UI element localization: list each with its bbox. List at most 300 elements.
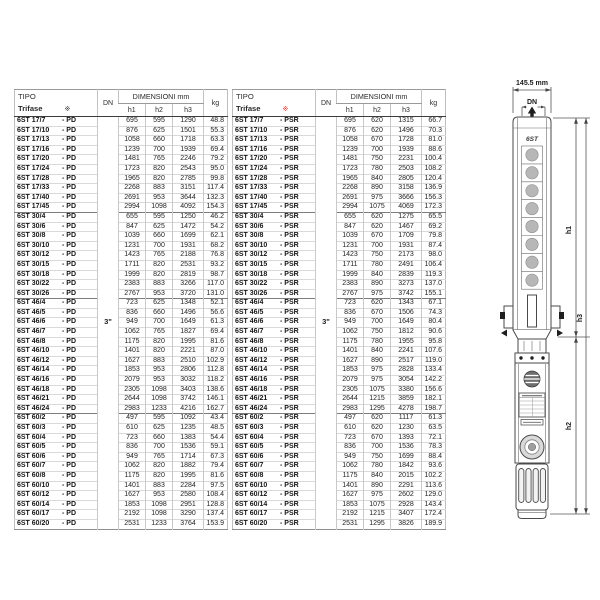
- pump-model-cell: 6ST 30/12 - PSR: [233, 251, 316, 261]
- h3-value-cell: 1348: [173, 299, 204, 309]
- h3-value-cell: 4216: [173, 404, 204, 414]
- table-row: [233, 174, 446, 184]
- h1-value-cell: 1711: [337, 260, 364, 270]
- h1-value-cell: 610: [119, 424, 146, 434]
- table-row: [15, 174, 228, 184]
- table-row: [233, 366, 446, 376]
- h1-value-cell: 876: [119, 126, 146, 136]
- kg-value-cell: 138.6: [204, 385, 228, 395]
- pump-model-cell: 6ST 17/45 - PSR: [233, 203, 316, 213]
- h2-value-cell: 780: [364, 164, 391, 174]
- h1-value-cell: 1423: [119, 251, 146, 261]
- h2-value-cell: 953: [146, 366, 173, 376]
- table-row: [233, 260, 446, 270]
- kg-value-cell: 137.4: [204, 510, 228, 520]
- pump-model-cell: 6ST 17/13 - PD: [15, 136, 98, 146]
- table-row: [233, 462, 446, 472]
- h3-value-cell: 2015: [391, 471, 422, 481]
- h3-value-cell: 1383: [173, 433, 204, 443]
- h2-value-cell: 700: [364, 318, 391, 328]
- h2-value-cell: 820: [146, 270, 173, 280]
- h2-value-cell: 620: [364, 299, 391, 309]
- pump-model-cell: 6ST 46/8 - PD: [15, 337, 98, 347]
- h1-value-cell: 1062: [337, 328, 364, 338]
- h3-value-cell: 1275: [391, 212, 422, 222]
- table-row: [233, 241, 446, 251]
- h2-value-cell: 840: [364, 174, 391, 184]
- h1-value-cell: 1423: [337, 251, 364, 261]
- pump-model-cell: 6ST 46/6 - PSR: [233, 318, 316, 328]
- kg-value-cell: 81.0: [422, 136, 446, 146]
- kg-value-cell: 54.2: [204, 222, 228, 232]
- table-row: [15, 471, 228, 481]
- discharge-arrow-icon: [528, 107, 536, 119]
- table-row: [15, 491, 228, 501]
- pump-model-cell: 6ST 30/18 - PD: [15, 270, 98, 280]
- h3-value-cell: 2928: [391, 500, 422, 510]
- pump-model-cell: 6ST 30/15 - PD: [15, 260, 98, 270]
- h1-value-cell: 1627: [337, 491, 364, 501]
- h1-value-cell: 1965: [337, 174, 364, 184]
- h3-value-cell: 2828: [391, 366, 422, 376]
- h3-value-cell: 3859: [391, 395, 422, 405]
- kg-value-cell: 62.1: [204, 232, 228, 242]
- table-row: [15, 184, 228, 194]
- h2-value-cell: 620: [364, 126, 391, 136]
- table-row: [233, 491, 446, 501]
- h2-value-cell: 750: [364, 328, 391, 338]
- h1-value-cell: 949: [337, 452, 364, 462]
- pump-model-cell: 6ST 60/12 - PSR: [233, 491, 316, 501]
- col-header-tipo: TIPO: [236, 92, 254, 102]
- col-header-dn: DN: [316, 90, 337, 117]
- kg-value-cell: 87.0: [204, 347, 228, 357]
- pump-model-cell: 6ST 60/17 - PD: [15, 510, 98, 520]
- h2-value-cell: 620: [364, 222, 391, 232]
- h2-value-cell: 1075: [364, 385, 391, 395]
- h2-value-cell: 1295: [364, 404, 391, 414]
- kg-value-cell: 48.5: [204, 424, 228, 434]
- h1-value-cell: 1853: [119, 500, 146, 510]
- h3-value-cell: 1290: [173, 117, 204, 127]
- kg-value-cell: 43.4: [204, 414, 228, 424]
- h3-value-cell: 1812: [391, 328, 422, 338]
- table-row: [15, 289, 228, 299]
- pump-model-label: 6ST: [526, 136, 538, 143]
- h2-value-cell: 700: [146, 145, 173, 155]
- table-row: [233, 481, 446, 491]
- h2-value-cell: 660: [146, 308, 173, 318]
- table-row: [233, 184, 446, 194]
- pump-model-cell: 6ST 17/24 - PD: [15, 164, 98, 174]
- pump-model-cell: 6ST 46/14 - PSR: [233, 366, 316, 376]
- pump-technical-drawing: [440, 60, 600, 530]
- table-row: [15, 424, 228, 434]
- h3-value-cell: 2188: [173, 251, 204, 261]
- h1-value-cell: 1039: [119, 232, 146, 242]
- kg-value-cell: 68.2: [204, 241, 228, 251]
- note-mark-icon: ※: [282, 105, 289, 113]
- h3-value-cell: 2602: [391, 491, 422, 501]
- kg-value-cell: 182.1: [422, 395, 446, 405]
- table-row: [15, 280, 228, 290]
- spec-table-pd: [14, 89, 228, 530]
- pump-model-cell: 6ST 30/22 - PD: [15, 280, 98, 290]
- h3-value-cell: 1393: [391, 433, 422, 443]
- pump-model-cell: 6ST 60/10 - PD: [15, 481, 98, 491]
- h3-value-cell: 3666: [391, 193, 422, 203]
- kg-value-cell: 76.8: [204, 251, 228, 261]
- table-row: [233, 289, 446, 299]
- h3-value-cell: 1506: [391, 308, 422, 318]
- kg-value-cell: 129.0: [422, 491, 446, 501]
- col-header-dimensioni: DIMENSIONI mm: [119, 90, 204, 104]
- h1-value-cell: 723: [119, 299, 146, 309]
- pump-model-cell: 6ST 46/18 - PD: [15, 385, 98, 395]
- h3-value-cell: 2951: [173, 500, 204, 510]
- h1-value-cell: 2994: [119, 203, 146, 213]
- table-row: [15, 117, 228, 127]
- table-row: [233, 452, 446, 462]
- h2-value-cell: 820: [146, 260, 173, 270]
- h2-value-cell: 660: [146, 433, 173, 443]
- kg-value-cell: 48.8: [204, 117, 228, 127]
- h3-value-cell: 3720: [173, 289, 204, 299]
- h2-value-cell: 620: [364, 414, 391, 424]
- kg-value-cell: 155.1: [422, 289, 446, 299]
- h2-value-cell: 1233: [146, 519, 173, 529]
- h2-value-cell: 1098: [146, 500, 173, 510]
- h1-value-cell: 2983: [119, 404, 146, 414]
- motor-nameplate: [519, 393, 545, 425]
- h1-value-cell: 1401: [337, 481, 364, 491]
- h2-value-cell: 670: [364, 136, 391, 146]
- h3-value-cell: 1343: [391, 299, 422, 309]
- pump-model-cell: 6ST 30/15 - PSR: [233, 260, 316, 270]
- h1-value-cell: 2983: [337, 404, 364, 414]
- kg-value-cell: 131.0: [204, 289, 228, 299]
- h2-value-cell: 750: [364, 155, 391, 165]
- h2-value-cell: 890: [364, 184, 391, 194]
- h1-value-cell: 1175: [119, 337, 146, 347]
- dim-h2-label: h2: [566, 421, 573, 431]
- pump-model-cell: 6ST 60/14 - PD: [15, 500, 98, 510]
- h3-value-cell: 4092: [173, 203, 204, 213]
- h2-value-cell: 625: [146, 126, 173, 136]
- col-header-dn: DN: [98, 90, 119, 117]
- h1-value-cell: 1999: [337, 270, 364, 280]
- kg-value-cell: 59.1: [204, 443, 228, 453]
- h1-value-cell: 1062: [119, 328, 146, 338]
- kg-value-cell: 80.4: [422, 318, 446, 328]
- h2-value-cell: 595: [146, 212, 173, 222]
- h3-value-cell: 1827: [173, 328, 204, 338]
- h3-value-cell: 3644: [173, 193, 204, 203]
- col-header-dimensioni: DIMENSIONI mm: [337, 90, 422, 104]
- pump-model-cell: 6ST 60/17 - PSR: [233, 510, 316, 520]
- table-row: [233, 270, 446, 280]
- h1-value-cell: 836: [337, 308, 364, 318]
- kg-value-cell: 172.3: [422, 203, 446, 213]
- h2-value-cell: 765: [146, 328, 173, 338]
- h3-value-cell: 1536: [173, 443, 204, 453]
- h1-value-cell: 2383: [337, 280, 364, 290]
- table-row: [233, 136, 446, 146]
- pump-model-cell: 6ST 17/40 - PD: [15, 193, 98, 203]
- col-header-tipo-trifase: [15, 90, 98, 117]
- kg-value-cell: 63.3: [204, 136, 228, 146]
- table-row: [15, 356, 228, 366]
- h2-value-cell: 1215: [364, 395, 391, 405]
- pump-model-cell: 6ST 17/33 - PD: [15, 184, 98, 194]
- h3-value-cell: 3290: [173, 510, 204, 520]
- dn-value-cell: 3": [316, 117, 337, 530]
- table-row: [233, 471, 446, 481]
- kg-value-cell: 97.5: [204, 481, 228, 491]
- pump-model-cell: 6ST 60/5 - PD: [15, 443, 98, 453]
- pump-model-cell: 6ST 46/12 - PSR: [233, 356, 316, 366]
- kg-value-cell: 46.2: [204, 212, 228, 222]
- h3-value-cell: 2839: [391, 270, 422, 280]
- h1-value-cell: 2268: [119, 184, 146, 194]
- kg-value-cell: 79.8: [422, 232, 446, 242]
- table-row: [15, 318, 228, 328]
- h3-value-cell: 3273: [391, 280, 422, 290]
- pump-model-cell: 6ST 60/5 - PSR: [233, 443, 316, 453]
- h3-value-cell: 1931: [391, 241, 422, 251]
- table-row: [15, 145, 228, 155]
- motor-body: [515, 363, 549, 463]
- table-row: [233, 337, 446, 347]
- h2-value-cell: 820: [146, 164, 173, 174]
- h3-value-cell: 2785: [173, 174, 204, 184]
- h3-value-cell: 1467: [391, 222, 422, 232]
- kg-value-cell: 108.4: [204, 491, 228, 501]
- pump-model-cell: 6ST 46/12 - PD: [15, 356, 98, 366]
- kg-value-cell: 67.3: [204, 452, 228, 462]
- pump-model-cell: 6ST 30/26 - PD: [15, 289, 98, 299]
- pump-model-cell: 6ST 60/3 - PSR: [233, 424, 316, 434]
- h2-value-cell: 700: [364, 443, 391, 453]
- h1-value-cell: 1058: [119, 136, 146, 146]
- h2-value-cell: 660: [146, 232, 173, 242]
- pump-model-cell: 6ST 60/7 - PSR: [233, 462, 316, 472]
- h3-value-cell: 1882: [173, 462, 204, 472]
- pump-model-cell: 6ST 30/4 - PSR: [233, 212, 316, 222]
- h3-value-cell: 1955: [391, 337, 422, 347]
- h1-value-cell: 836: [119, 308, 146, 318]
- h1-value-cell: 1853: [337, 500, 364, 510]
- kg-value-cell: 61.3: [422, 414, 446, 424]
- pump-model-cell: 6ST 60/20 - PSR: [233, 519, 316, 529]
- table-row: [233, 376, 446, 386]
- h2-value-cell: 1215: [364, 510, 391, 520]
- h3-value-cell: 1496: [173, 308, 204, 318]
- kg-value-cell: 54.4: [204, 433, 228, 443]
- h2-value-cell: 840: [364, 270, 391, 280]
- h1-value-cell: 2644: [337, 395, 364, 405]
- table-row: [15, 385, 228, 395]
- note-mark-icon: ※: [64, 105, 71, 113]
- pump-model-cell: 6ST 17/7 - PSR: [235, 117, 299, 124]
- h2-value-cell: 953: [146, 376, 173, 386]
- h3-value-cell: 4069: [391, 203, 422, 213]
- h1-value-cell: 723: [119, 433, 146, 443]
- h3-value-cell: 2291: [391, 481, 422, 491]
- h2-value-cell: 765: [146, 155, 173, 165]
- h1-value-cell: 1231: [119, 241, 146, 251]
- table-row: [233, 126, 446, 136]
- table-row: [15, 519, 228, 529]
- kg-value-cell: 102.9: [204, 356, 228, 366]
- table-row: [15, 452, 228, 462]
- h1-value-cell: 836: [119, 443, 146, 453]
- h2-value-cell: 670: [364, 308, 391, 318]
- h2-value-cell: 820: [146, 462, 173, 472]
- h1-value-cell: 1239: [119, 145, 146, 155]
- kg-value-cell: 88.4: [422, 452, 446, 462]
- kg-value-cell: 98.0: [422, 251, 446, 261]
- h3-value-cell: 1092: [173, 414, 204, 424]
- pump-model-cell: 6ST 60/2 - PSR: [233, 414, 316, 424]
- table-row: [15, 222, 228, 232]
- col-header-kg: kg: [422, 90, 446, 117]
- table-row: [15, 366, 228, 376]
- kg-value-cell: 137.0: [422, 280, 446, 290]
- kg-value-cell: 52.1: [204, 299, 228, 309]
- kg-value-cell: 113.6: [422, 481, 446, 491]
- table-row: [15, 308, 228, 318]
- h2-value-cell: 750: [364, 452, 391, 462]
- table-row: [15, 433, 228, 443]
- table-row: [15, 500, 228, 510]
- h3-value-cell: 3403: [173, 385, 204, 395]
- h3-value-cell: 1649: [391, 318, 422, 328]
- col-header-trifase: Trifase: [18, 103, 43, 113]
- col-header-h1: h1: [337, 104, 364, 117]
- h2-value-cell: 765: [146, 452, 173, 462]
- h3-value-cell: 2510: [173, 356, 204, 366]
- h2-value-cell: 890: [364, 356, 391, 366]
- h3-value-cell: 2221: [173, 347, 204, 357]
- h1-value-cell: 949: [119, 452, 146, 462]
- h2-value-cell: 780: [364, 462, 391, 472]
- h3-value-cell: 1718: [173, 136, 204, 146]
- kg-value-cell: 162.7: [204, 404, 228, 414]
- h1-value-cell: 1481: [119, 155, 146, 165]
- table-row: [233, 251, 446, 261]
- h2-value-cell: 820: [146, 337, 173, 347]
- col-header-h2: h2: [146, 104, 173, 117]
- pump-model-cell: 6ST 17/20 - PSR: [233, 155, 316, 165]
- pump-model-cell: 6ST 46/10 - PD: [15, 347, 98, 357]
- kg-value-cell: 87.4: [422, 241, 446, 251]
- kg-value-cell: 93.6: [422, 462, 446, 472]
- h2-value-cell: 700: [146, 318, 173, 328]
- col-header-h1: h1: [119, 104, 146, 117]
- h3-value-cell: 2241: [391, 347, 422, 357]
- pump-model-cell: 6ST 60/8 - PSR: [233, 471, 316, 481]
- h2-value-cell: 975: [364, 491, 391, 501]
- h1-value-cell: 2192: [119, 510, 146, 520]
- table-row: [15, 232, 228, 242]
- h1-value-cell: 1175: [337, 471, 364, 481]
- h1-value-cell: 497: [337, 414, 364, 424]
- table-row: [233, 155, 446, 165]
- pump-model-cell: 6ST 30/4 - PD: [15, 212, 98, 222]
- table-row: [233, 232, 446, 242]
- h3-value-cell: 1842: [391, 462, 422, 472]
- pump-model-cell: 6ST 17/40 - PSR: [233, 193, 316, 203]
- pump-model-cell: 6ST 46/6 - PD: [15, 318, 98, 328]
- h1-value-cell: 2767: [337, 289, 364, 299]
- h1-value-cell: 949: [119, 318, 146, 328]
- h2-value-cell: 595: [146, 414, 173, 424]
- h2-value-cell: 820: [146, 471, 173, 481]
- h2-value-cell: 660: [146, 136, 173, 146]
- h1-value-cell: 847: [119, 222, 146, 232]
- h2-value-cell: 840: [364, 471, 391, 481]
- h2-value-cell: 620: [364, 212, 391, 222]
- kg-value-cell: 79.2: [204, 155, 228, 165]
- h3-value-cell: 3742: [391, 289, 422, 299]
- h1-value-cell: 1965: [119, 174, 146, 184]
- h3-value-cell: 1728: [391, 136, 422, 146]
- h2-value-cell: 840: [364, 347, 391, 357]
- h3-value-cell: 1250: [173, 212, 204, 222]
- kg-value-cell: 133.4: [422, 366, 446, 376]
- pump-model-cell: 6ST 46/24 - PSR: [233, 404, 316, 414]
- motor-strainer: [516, 464, 548, 519]
- kg-value-cell: 120.4: [422, 174, 446, 184]
- pump-model-cell: 6ST 17/16 - PD: [15, 145, 98, 155]
- pump-model-cell: 6ST 30/8 - PSR: [233, 232, 316, 242]
- h2-value-cell: 975: [364, 289, 391, 299]
- h1-value-cell: 1627: [337, 356, 364, 366]
- table-row: [15, 136, 228, 146]
- kg-value-cell: 119.0: [422, 356, 446, 366]
- h1-value-cell: 1062: [337, 462, 364, 472]
- kg-value-cell: 112.8: [204, 366, 228, 376]
- h3-value-cell: 3407: [391, 510, 422, 520]
- table-row: [233, 519, 446, 529]
- table-row: [15, 510, 228, 520]
- h2-value-cell: 700: [146, 241, 173, 251]
- pump-model-cell: 6ST 30/10 - PD: [15, 241, 98, 251]
- table-row: [233, 385, 446, 395]
- pump-model-cell: 6ST 60/2 - PD: [15, 414, 98, 424]
- h1-value-cell: 2079: [119, 376, 146, 386]
- kg-value-cell: 79.4: [204, 462, 228, 472]
- h1-value-cell: 2192: [337, 510, 364, 520]
- h2-value-cell: 953: [146, 491, 173, 501]
- h3-value-cell: 1472: [173, 222, 204, 232]
- table-row: [233, 117, 446, 127]
- table-row: [15, 376, 228, 386]
- spec-table-psr: [232, 89, 446, 530]
- h3-value-cell: 2491: [391, 260, 422, 270]
- h2-value-cell: 953: [146, 193, 173, 203]
- table-row: [233, 299, 446, 309]
- kg-value-cell: 72.1: [422, 433, 446, 443]
- kg-value-cell: 90.6: [422, 328, 446, 338]
- kg-value-cell: 189.9: [422, 519, 446, 529]
- table-row: [233, 308, 446, 318]
- h1-value-cell: 1627: [119, 491, 146, 501]
- kg-value-cell: 63.5: [422, 424, 446, 434]
- table-row: [233, 500, 446, 510]
- kg-value-cell: 143.4: [422, 500, 446, 510]
